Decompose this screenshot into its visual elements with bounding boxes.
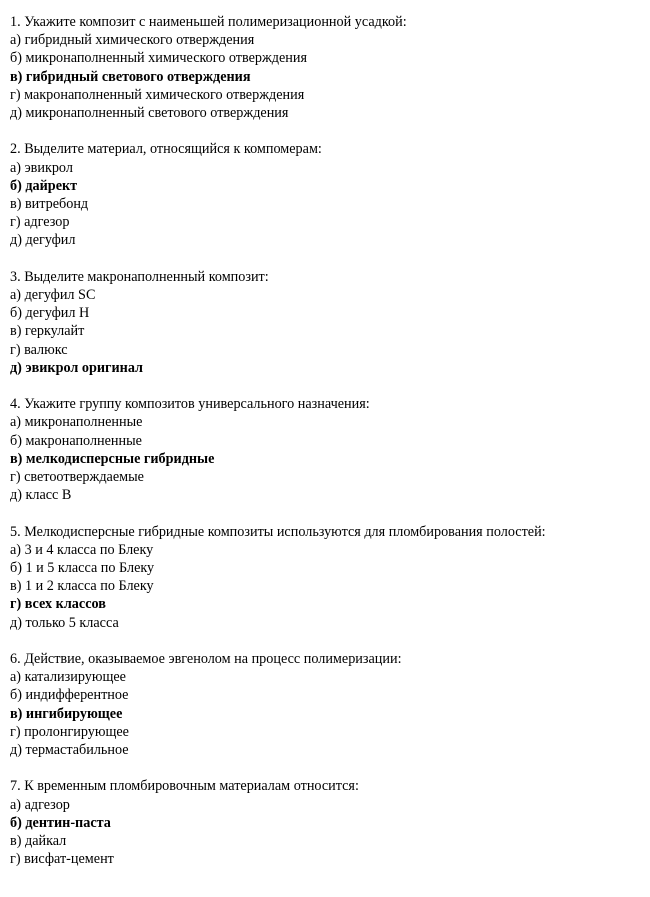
question-3 [10,268,642,377]
question-text: 1. Укажите композит с наименьшей полимеризационной усадкой: [10,14,407,30]
answer-option: а) дегуфил SC [10,287,96,304]
question-text: 6. Действие, оказываемое эвгенолом на процесс полимеризации: [10,651,402,668]
correct-answer-option: в) гибридный светового отверждения [10,68,251,85]
correct-answer-option: г) всех классов [10,596,106,613]
answer-option: в) витребонд [10,196,89,213]
answer-option: а) катализирующее [10,669,126,686]
document-body [10,13,642,887]
correct-answer-option: б) дентин-паста [10,814,111,831]
answer-option: б) 1 и 5 класса по Блеку [10,560,155,577]
answer-option: г) макронаполненный химического отверждения [10,86,305,103]
answer-option: д) микронаполненный светового отверждения [10,105,289,122]
correct-answer-option: б) дайрект [10,177,78,194]
question-2 [10,140,642,249]
answer-option: г) пролонгирующее [10,723,129,740]
answer-option: а) 3 и 4 класса по Блеку [10,541,154,558]
question-text: 2. Выделите материал, относящийся к компомерам: [10,141,322,158]
answer-option: д) только 5 класса [10,614,119,631]
answer-option: в) дайкал [10,833,67,850]
answer-option: б) макронаполненные [10,432,142,449]
answer-option: д) класс B [10,487,72,504]
answer-option: а) микронаполненные [10,414,143,431]
question-1 [10,13,642,122]
answer-option: б) индифферентное [10,687,129,704]
question-text: 4. Укажите группу композитов универсального назначения: [10,396,370,413]
question-text: 7. К временным пломбировочным материалам относится: [10,778,359,795]
question-text: 5. Мелкодисперсные гибридные композиты используются для пломбирования полостей: [10,523,546,540]
answer-option: г) светоотверждаемые [10,469,144,486]
correct-answer-option: д) эвикрол оригинал [10,359,144,376]
answer-option: б) микронаполненный химического отверждения [10,50,308,67]
question-text: 3. Выделите макронаполненный композит: [10,268,269,285]
answer-option: а) адгезор [10,796,70,813]
answer-option: а) эвикрол [10,159,73,176]
answer-option: д) дегуфил [10,232,76,249]
answer-option: г) валюкс [10,341,68,358]
correct-answer-option: в) ингибирующее [10,705,123,722]
question-4 [10,395,642,504]
answer-option: а) гибридный химического отверждения [10,32,255,49]
answer-option: в) 1 и 2 класса по Блеку [10,578,154,595]
question-6 [10,650,642,759]
answer-option: б) дегуфил H [10,305,90,322]
question-5 [10,523,642,632]
correct-answer-option: в) мелкодисперсные гибридные [10,450,215,467]
answer-option: в) геркулайт [10,323,85,340]
answer-option: г) висфат-цемент [10,851,114,868]
question-7 [10,777,642,868]
answer-option: д) термастабильное [10,742,129,759]
answer-option: г) адгезор [10,214,70,231]
